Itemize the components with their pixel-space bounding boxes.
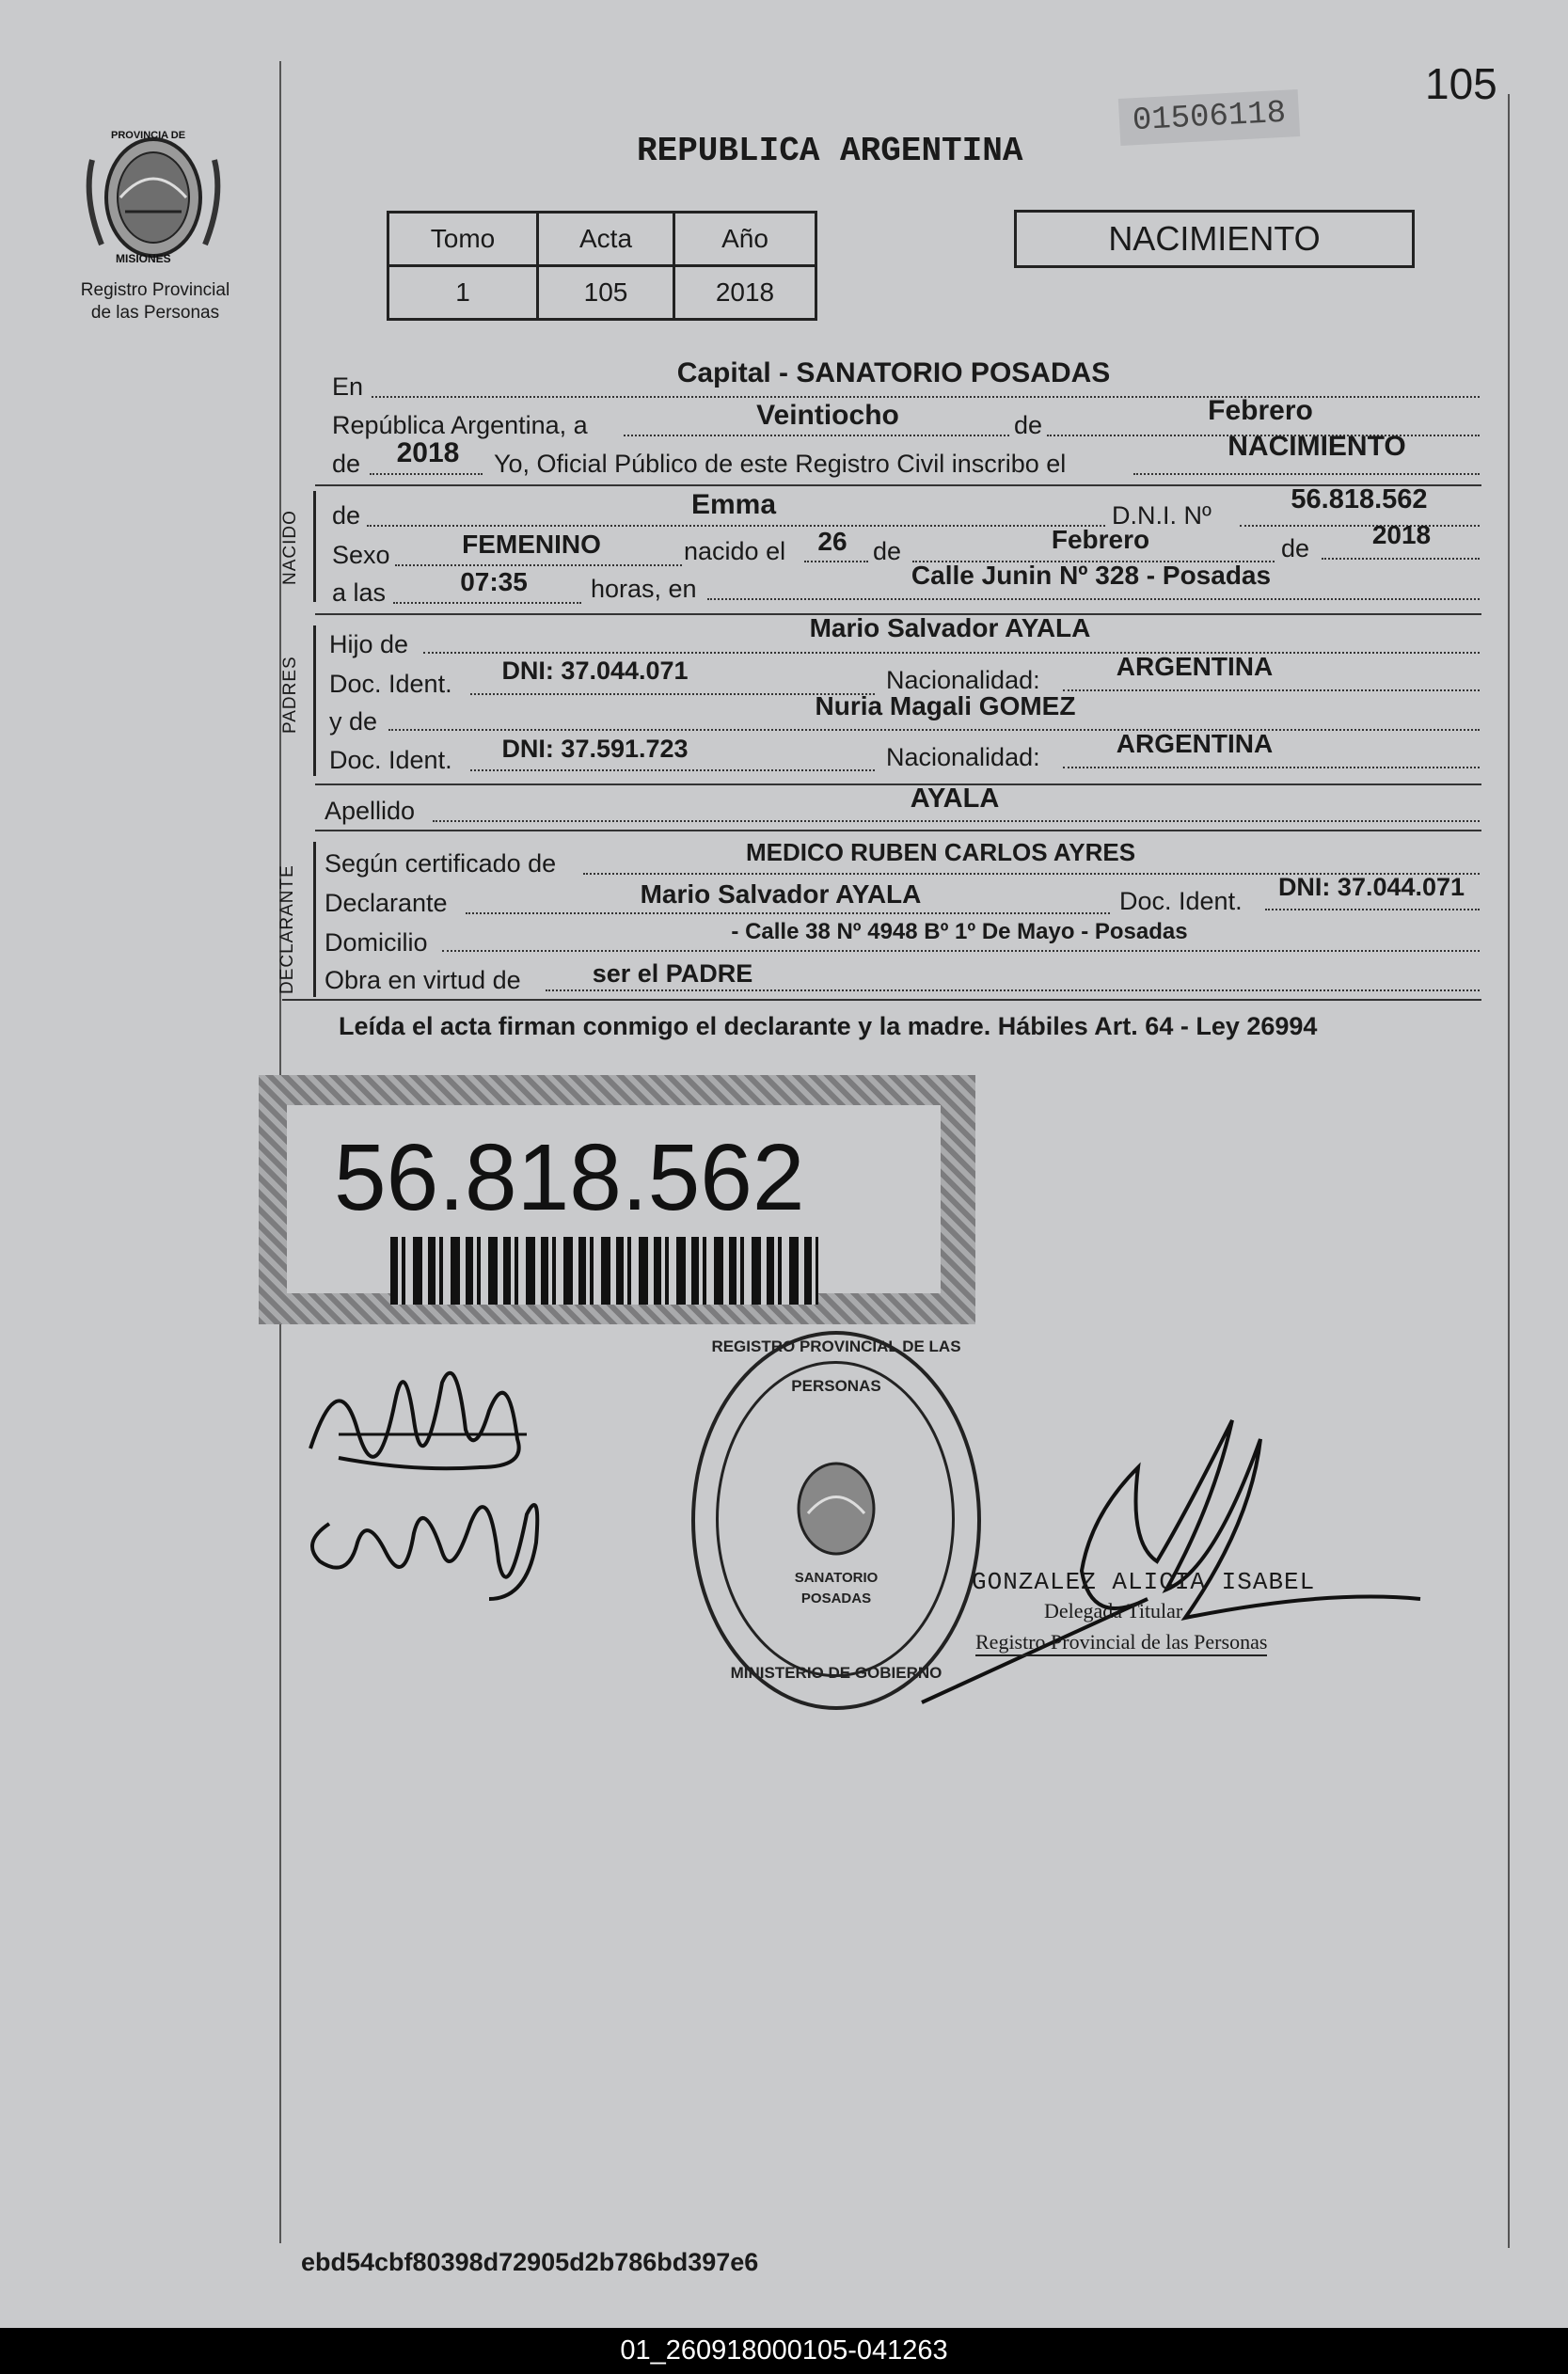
crest-text-bottom: MISIONES [116, 252, 171, 265]
domicilio-value: - Calle 38 Nº 4948 Bº 1º De Mayo - Posadas [731, 919, 1188, 944]
horas-label: horas, en [591, 575, 697, 603]
day-words-value: Veintiocho [756, 400, 899, 431]
declarante-doc-value: DNI: 37.044.071 [1277, 873, 1465, 901]
declarante-bracket [313, 842, 316, 997]
dni-label: D.N.I. Nº [1112, 501, 1212, 530]
obra-line [546, 989, 1480, 991]
father-value: Mario Salvador AYALA [809, 613, 1091, 642]
right-margin-line [1508, 94, 1510, 2248]
table-header-anio: Año [674, 213, 816, 266]
mother-doc-label: Doc. Ident. [329, 746, 452, 774]
section-nacido: NACIDO [280, 510, 300, 585]
table-value-anio: 2018 [674, 266, 816, 320]
official-role: Delegada Titular [1044, 1599, 1183, 1622]
nacido-de-label-2: de [873, 537, 902, 565]
birth-place-value: Calle Junin Nº 328 - Posadas [911, 561, 1272, 590]
apellido-line [433, 820, 1480, 822]
document-hash: ebd54cbf80398d72905d2b786bd397e6 [301, 2248, 759, 2276]
mother-doc-value: DNI: 37.591.723 [501, 735, 689, 763]
official-name: GONZALEZ ALICIA ISABEL [972, 1568, 1316, 1596]
de-label-2: de [332, 450, 361, 478]
mother-nationality-line [1063, 767, 1480, 768]
page-number: 105 [1425, 59, 1497, 108]
padres-bracket [313, 625, 316, 776]
certificado-value: MEDICO RUBEN CARLOS AYRES [745, 838, 1136, 866]
domicilio-label: Domicilio [325, 928, 428, 957]
father-doc-value: DNI: 37.044.071 [501, 657, 689, 685]
registry-name-line1: Registro Provincial [80, 280, 230, 300]
id-number: 56.818.562 [334, 1125, 805, 1230]
y-de-label: y de [329, 707, 378, 736]
barcode [390, 1237, 818, 1305]
apellido-label: Apellido [325, 797, 416, 825]
obra-label: Obra en virtud de [325, 966, 521, 994]
oficial-text: Yo, Oficial Público de este Registro Civil inscribo el [494, 450, 1067, 478]
sexo-label: Sexo [332, 541, 390, 569]
official-office: Registro Provincial de las Personas [975, 1630, 1267, 1656]
table-value-acta: 105 [538, 266, 674, 320]
birth-place-line [707, 598, 1480, 600]
official-signature [903, 1401, 1430, 1712]
father-line [423, 652, 1480, 654]
year-line [370, 473, 483, 475]
domicilio-line [442, 950, 1480, 952]
nacido-de-label-3: de [1281, 534, 1310, 562]
day-line [624, 435, 1009, 436]
father-nationality-label: Nacionalidad: [886, 666, 1040, 694]
id-label-inner [287, 1105, 941, 1293]
month-value: Febrero [1208, 395, 1313, 426]
republica-label: República Argentina, a [332, 411, 588, 439]
mother-nationality-label: Nacionalidad: [886, 743, 1040, 771]
sexo-value: FEMENINO [462, 530, 601, 559]
id-label-sticker [259, 1075, 975, 1324]
place-value: Capital - SANATORIO POSADAS [676, 357, 1111, 388]
father-doc-label: Doc. Ident. [329, 670, 452, 698]
birth-year-value: 2018 [1371, 520, 1432, 549]
time-line [393, 602, 581, 604]
mother-value: Nuria Magali GOMEZ [815, 691, 1076, 720]
declarante-doc-label: Doc. Ident. [1119, 887, 1243, 915]
hijo-de-label: Hijo de [329, 630, 409, 658]
table-header-acta: Acta [538, 213, 674, 266]
nacido-de-label: de [332, 501, 361, 530]
declarante-label: Declarante [325, 889, 448, 917]
divider-declarante [282, 999, 1481, 1001]
a-las-label: a las [332, 578, 387, 607]
year-value: 2018 [396, 437, 460, 468]
section-padres: PADRES [280, 656, 300, 734]
act-line [1133, 473, 1480, 475]
act-value: NACIMIENTO [1227, 431, 1406, 462]
mother-nationality-value: ARGENTINA [1116, 729, 1274, 758]
province-crest-logo [83, 122, 224, 273]
declarante-doc-line [1265, 909, 1480, 910]
birth-year-line [1322, 558, 1480, 560]
seal-crest [784, 1452, 888, 1565]
table-value-tomo: 1 [388, 266, 538, 320]
certificado-label: Según certificado de [325, 849, 557, 878]
nacido-bracket [313, 491, 316, 602]
birth-day-value: 26 [817, 527, 847, 556]
record-type-box: NACIMIENTO [1014, 210, 1415, 268]
divider-apellido [315, 830, 1481, 831]
seal-ring-top: REGISTRO PROVINCIAL DE LAS PERSONAS [711, 1337, 961, 1395]
obra-value: ser el PADRE [592, 959, 753, 988]
declarante-value: Mario Salvador AYALA [640, 879, 922, 909]
table-header-tomo: Tomo [388, 213, 538, 266]
time-value: 07:35 [460, 567, 528, 596]
sexo-line [395, 564, 682, 566]
mother-doc-line [470, 769, 875, 771]
registry-name-line2: de las Personas [90, 303, 220, 323]
father-nationality-value: ARGENTINA [1116, 652, 1274, 681]
name-value: Emma [690, 489, 777, 520]
birth-month-value: Febrero [1051, 525, 1150, 554]
closing-text: Leída el acta firman conmigo el declarante y la madre. Hábiles Art. 64 - Ley 26994 [339, 1012, 1318, 1040]
seal-inner-bottom: POSADAS [800, 1591, 872, 1606]
nacido-el-label: nacido el [684, 537, 786, 565]
mother-line [388, 729, 1480, 731]
document-title: REPUBLICA ARGENTINA [637, 132, 1023, 170]
declarante-line [466, 912, 1110, 914]
apellido-value: AYALA [910, 783, 1000, 814]
record-table [387, 211, 817, 321]
serial-stamp: 01506118 [1118, 89, 1301, 146]
crest-text-top: PROVINCIA DE [111, 130, 186, 141]
seal-ring-bottom: MINISTERIO DE GOBIERNO [730, 1664, 942, 1682]
dni-value: 56.818.562 [1291, 484, 1428, 514]
footer-bar [0, 2328, 1568, 2374]
footer-code: 01_260918000105-041263 [620, 2335, 948, 2366]
en-label: En [332, 372, 364, 401]
mother-signature [301, 1458, 564, 1618]
section-declarante: DECLARANTE [277, 864, 297, 994]
de-label-1: de [1014, 411, 1043, 439]
seal-inner-top: SANATORIO [794, 1570, 879, 1586]
